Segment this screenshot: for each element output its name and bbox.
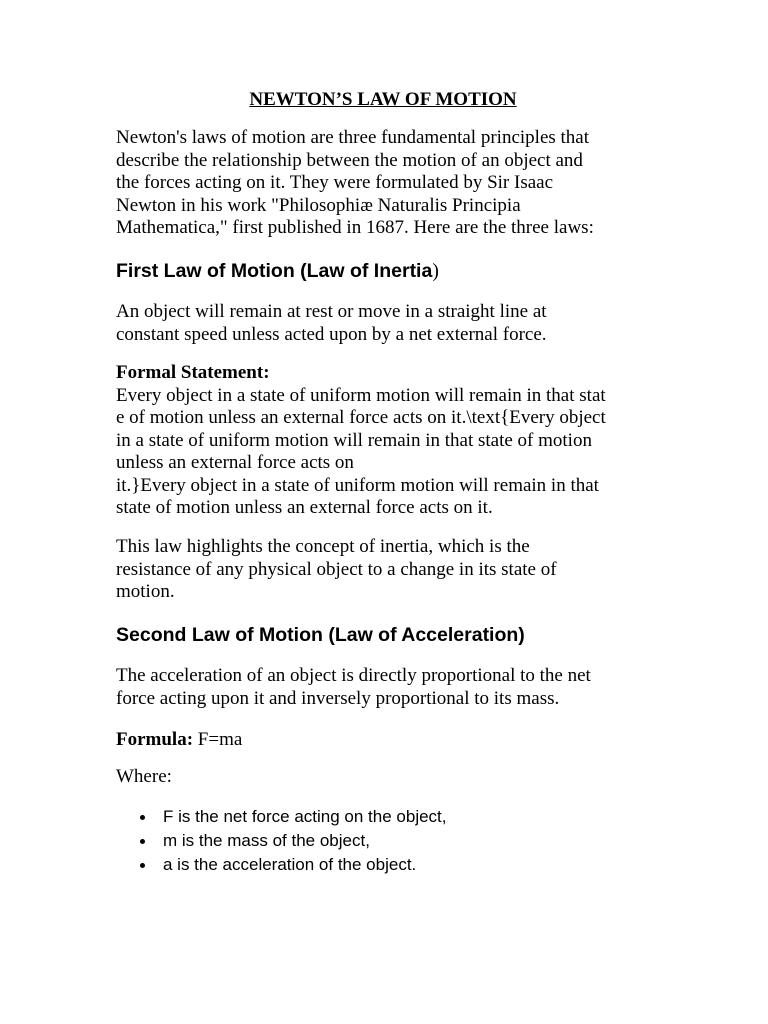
formal-statement-label: Formal Statement: <box>116 362 270 383</box>
first-law-heading-tail: ) <box>432 261 439 282</box>
second-law-description-line: The acceleration of an object is directly proportional to the net <box>116 665 591 686</box>
formal-statement-line: in a state of uniform motion will remain in that state of motion <box>116 429 592 451</box>
formal-statement-line: Every object in a state of uniform motion will remain in that stat <box>116 384 606 406</box>
second-law-heading: Second Law of Motion (Law of Acceleration) <box>116 624 525 646</box>
formula-line <box>116 729 656 752</box>
second-law-description-line: force acting upon it and inversely proportional to its mass. <box>116 687 560 709</box>
intro-paragraph <box>116 127 656 240</box>
variable-list <box>116 805 656 877</box>
inertia-paragraph <box>116 536 656 604</box>
inertia-line: motion. <box>116 581 175 602</box>
bullet-icon <box>140 839 145 844</box>
bullet-icon <box>140 815 145 820</box>
first-law-heading <box>116 260 656 283</box>
list-item <box>116 805 656 829</box>
list-item-text: F is the net force acting on the object, <box>163 807 447 826</box>
bullet-icon <box>140 863 145 868</box>
intro-line: Mathematica," first published in 1687. Here are the three laws: <box>116 217 594 238</box>
list-item <box>116 829 656 853</box>
intro-line: describe the relationship between the motion of an object and <box>116 149 583 171</box>
where-label: Where: <box>116 766 172 787</box>
formula-label: Formula: <box>116 729 194 750</box>
intro-line: the forces acting on it. They were formulated by Sir Isaac <box>116 172 554 193</box>
intro-line: Newton in his work "Philosophiæ Naturalis Principia <box>116 194 521 216</box>
list-item-text: m is the mass of the object, <box>163 831 370 850</box>
second-law-description <box>116 665 656 710</box>
formula-value: F=ma <box>193 729 243 750</box>
first-law-description-line: constant speed unless acted upon by a net external force. <box>116 323 547 345</box>
inertia-line: resistance of any physical object to a change in its state of <box>116 558 557 580</box>
list-item <box>116 853 656 877</box>
first-law-description <box>116 301 656 346</box>
formal-statement-line: it.}Every object in a state of uniform motion will remain in that <box>116 474 599 496</box>
document-title: NEWTON’S LAW OF MOTION <box>249 89 517 110</box>
first-law-description-line: An object will remain at rest or move in a straight line at <box>116 301 547 322</box>
first-law-heading-text: First Law of Motion (Law of Inertia <box>116 260 433 282</box>
list-item-text: a is the acceleration of the object. <box>163 855 417 874</box>
inertia-line: This law highlights the concept of inertia, which is the <box>116 536 530 557</box>
formal-statement-line: unless an external force acts on <box>116 452 354 473</box>
intro-line: Newton's laws of motion are three fundamental principles that <box>116 127 590 148</box>
formal-statement-line: state of motion unless an external force acts on it. <box>116 497 493 518</box>
formal-statement-line: e of motion unless an external force acts on it.\text{Every object <box>116 407 606 428</box>
formal-statement <box>116 362 656 520</box>
